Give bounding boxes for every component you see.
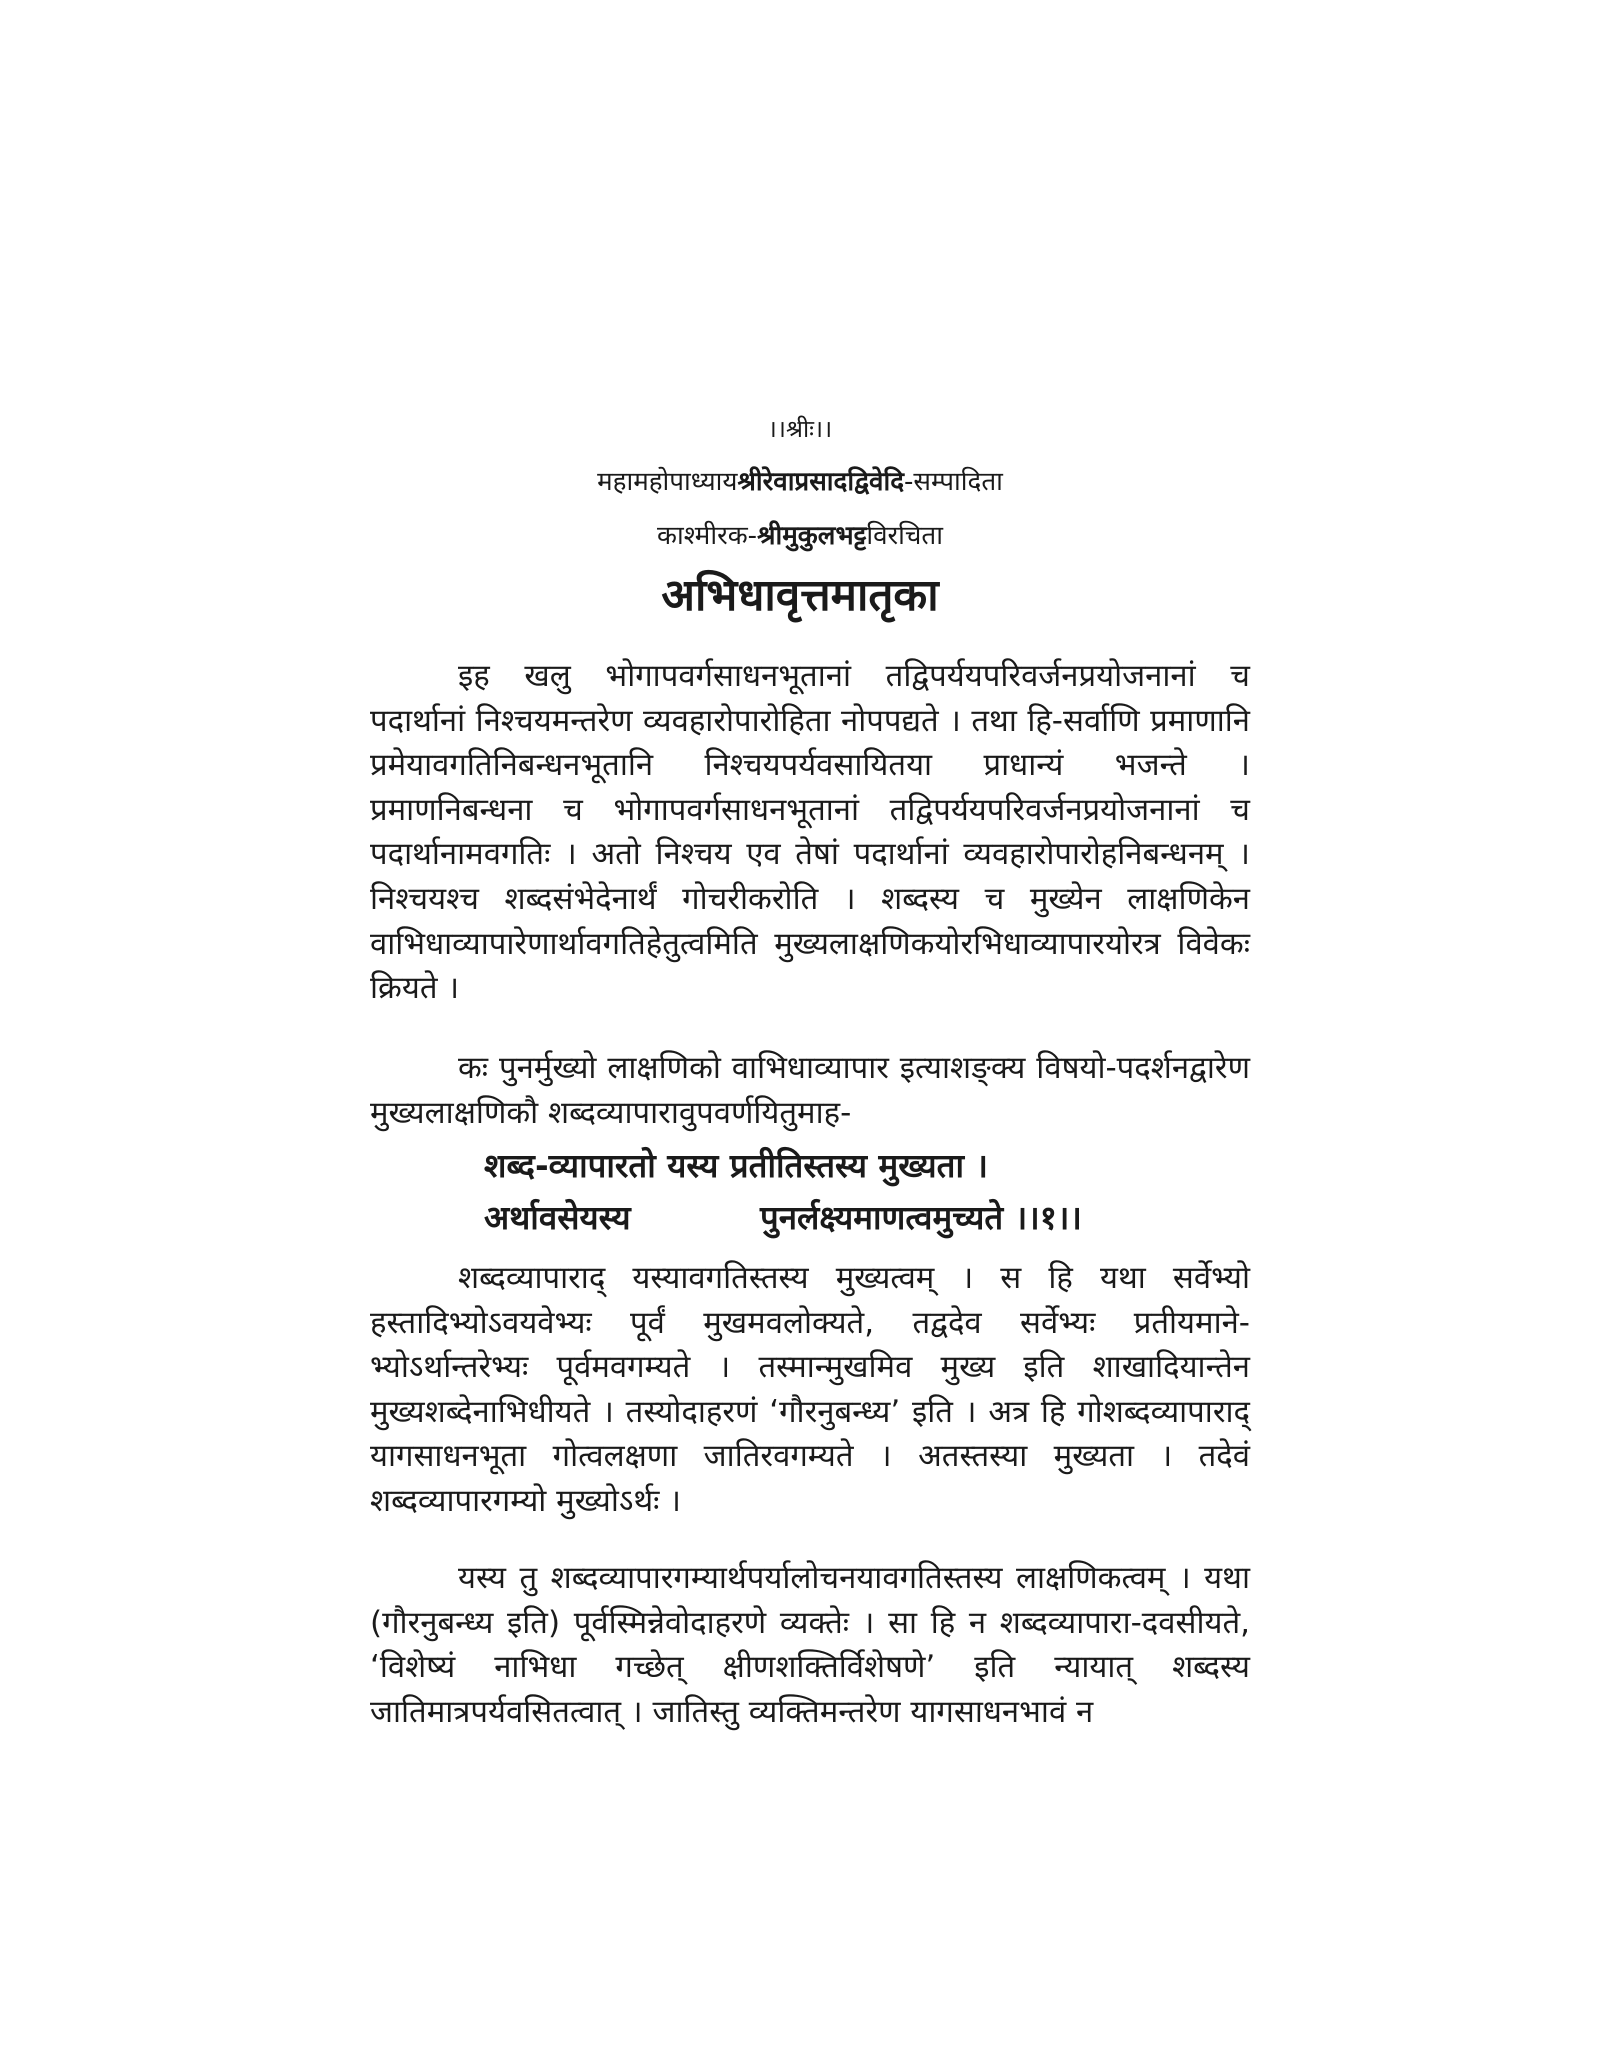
author-name: श्रीमुकुलभट्ट (757, 521, 867, 551)
invocation: ।।श्रीः।। (767, 415, 833, 443)
author-credit (0, 516, 1600, 552)
verse-line-2-second-half: पुनर्लक्ष्यमाणत्वमुच्यते ।।१।। (760, 1198, 1082, 1237)
paragraph-3: शब्दव्यापाराद् यस्यावगतिस्तस्य मुख्यत्वम् । स हि यथा सर्वेभ्यो हस्तादिभ्योऽवयवेभ्यः पूर्वं मुखमवलोक्यते, तद्वदेव सर्वेभ्यः प्रतीयमाने-भ्योऽर्थान्तरेभ्यः पूर्वमवगम्यते । तस्मान्मुखमिव मुख्य इति शाखादियान्तेन मुख्यशब्देनाभिधीयते । तस्योदाहरणं ‘गौरनुबन्ध्य’ इति । अत्र हि गोशब्दव्यापाराद् यागसाधनभूता गोत्वलक्षणा जातिरवगम्यते । अतस्तस्या मुख्यता । तदेवं शब्दव्यापारगम्यो मुख्योऽर्थः । (370, 1260, 1250, 1519)
paragraph-4: यस्य तु शब्दव्यापारगम्यार्थपर्यालोचनयावगतिस्तस्य लाक्षणिकत्वम् । यथा (गौरनुबन्ध्य इति) पूर्वस्मिन्नेवोदाहरणे व्यक्तेः । सा हि न शब्दव्यापारा-दवसीयते, ‘विशेष्यं नाभिधा गच्छेत् क्षीणशक्तिर्विशेषणे’ इति न्यायात् शब्दस्य जातिमात्रपर्यवसितत्वात् । जातिस्तु व्यक्तिमन्तरेण यागसाधनभावं न (370, 1560, 1250, 1730)
author-suffix: विरचिता (866, 521, 943, 551)
verse-line-2-first-half: अर्थावसेयस्य (484, 1198, 631, 1237)
author-prefix: काश्मीरक- (657, 521, 758, 551)
editor-prefix: महामहोपाध्याय (597, 467, 738, 497)
page-title: अभिधावृत्तमातृका (661, 570, 939, 621)
verse-line-1: शब्द-व्यापारतो यस्य प्रतीतिस्तस्य मुख्यता । (484, 1146, 988, 1185)
editor-name: श्रीरेवाप्रसादद्विवेदि (737, 467, 905, 497)
editor-credit (0, 462, 1600, 498)
paragraph-2: कः पुनर्मुख्यो लाक्षणिको वाभिधाव्यापार इत्याशङ्क्य विषयो-पदर्शनद्वारेण मुख्यलाक्षणिकौ शब्दव्यापारावुपवर्णयितुमाह- (370, 1050, 1250, 1131)
editor-suffix: -सम्पादिता (904, 467, 1003, 497)
paragraph-1: इह खलु भोगापवर्गसाधनभूतानां तद्विपर्ययपरिवर्जनप्रयोजनानां च पदार्थानां निश्चयमन्तरेण व्यवहारोपारोहिता नोपपद्यते । तथा हि-सर्वाणि प्रमाणानि प्रमेयावगतिनिबन्धनभूतानि निश्चयपर्यवसायितया प्राधान्यं भजन्ते । प्रमाणनिबन्धना च भोगापवर्गसाधनभूतानां तद्विपर्ययपरिवर्जनप्रयोजनानां च पदार्थानामवगतिः । अतो निश्चय एव तेषां पदार्थानां व्यवहारोपारोहनिबन्धनम् । निश्चयश्च शब्दसंभेदेनार्थं गोचरीकरोति । शब्दस्य च मुख्येन लाक्षणिकेन वाभिधाव्यापारेणार्थावगतिहेतुत्वमिति मुख्यलाक्षणिकयोरभिधाव्यापारयोरत्र विवेकः क्रियते । (370, 658, 1250, 1007)
